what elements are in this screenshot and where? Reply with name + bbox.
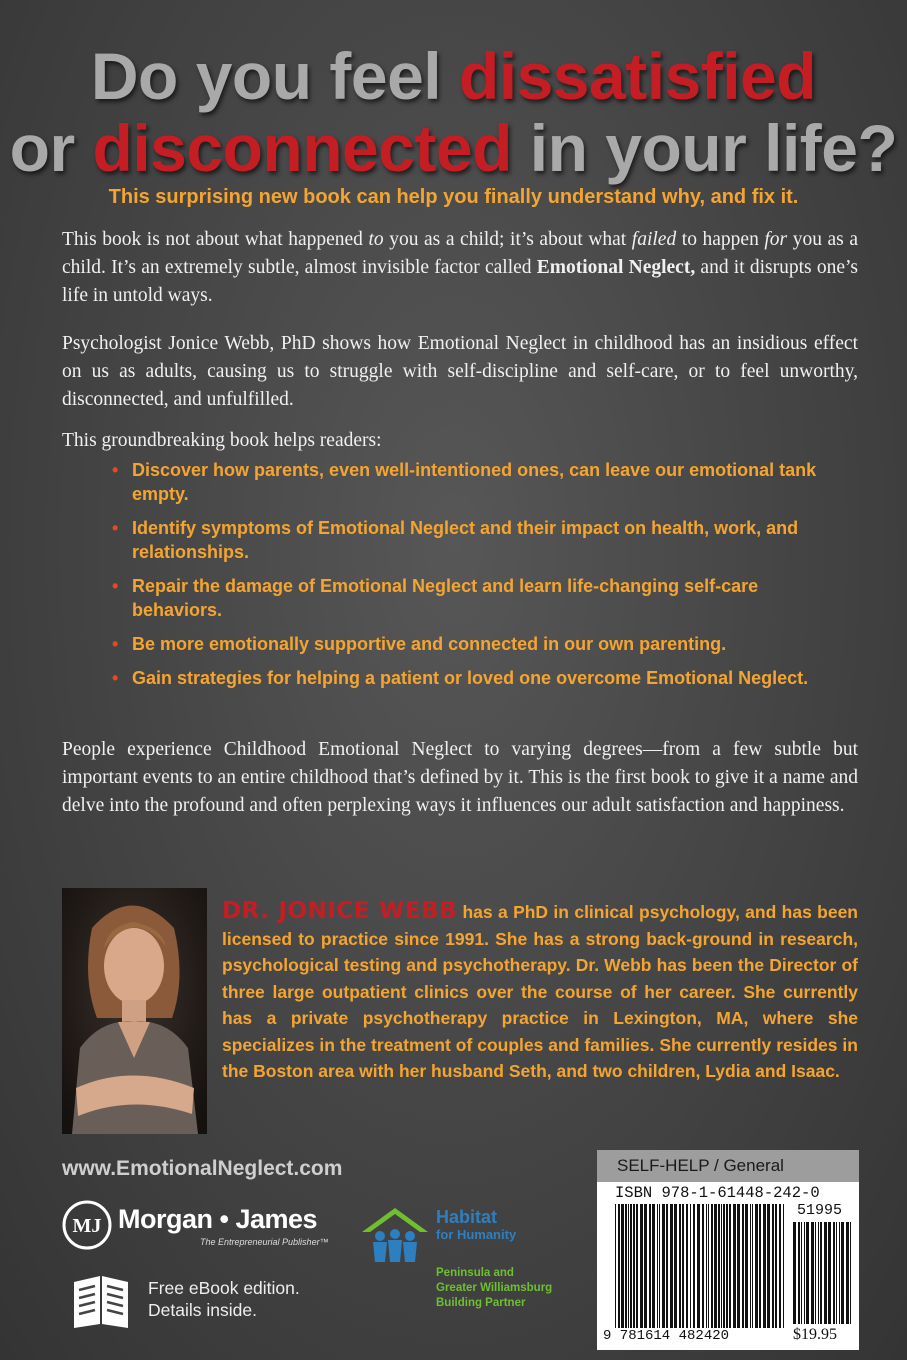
barcode-bar — [682, 1204, 684, 1328]
barcode-bar — [733, 1204, 736, 1328]
barcode-bar — [628, 1204, 629, 1328]
tagline: This surprising new book can help you finally understand why, and fix it. — [108, 186, 799, 208]
barcode-bar — [742, 1204, 744, 1328]
barcode-bar — [630, 1204, 632, 1328]
headline-text: in your life? — [511, 111, 898, 185]
barcode-bar — [706, 1204, 707, 1328]
headline-text: or — [9, 111, 93, 185]
barcode-bar — [729, 1204, 731, 1328]
intro-paragraph-3: This groundbreaking book helps readers: — [62, 430, 382, 451]
barcode-bar — [726, 1204, 728, 1328]
ebook-icon — [70, 1272, 132, 1330]
barcode-bar — [670, 1204, 673, 1328]
barcode-bar — [783, 1204, 784, 1328]
barcode-bar — [839, 1222, 840, 1324]
author-bio: DR. JONICE WEBB has a PhD in clinical psychology, and has been licensed to practice since 1991. She has a strong back-ground in research, psychological testing and psychotherapy. Dr. Webb has been the Director of three large outpatient clinics over the course of her career. She currently has a private psychotherapy practice in Lexington, MA, where she specializes in the treatment of couples and families. She currently resides in the Boston area with her husband Seth, and two children, Lydia and Isaac. — [222, 898, 858, 1081]
list-item: • Repair the damage of Emotional Neglect and learn life-changing self-care behaviors. — [110, 574, 830, 622]
ebook-notice: Free eBook edition. Details inside. — [148, 1278, 300, 1320]
barcode-bar — [659, 1204, 660, 1328]
barcode-bar — [745, 1204, 748, 1328]
barcode-bar — [824, 1222, 827, 1324]
barcode-bar — [811, 1222, 814, 1324]
barcode-bar — [640, 1204, 643, 1328]
barcode-bar — [818, 1222, 819, 1324]
barcode-bar — [828, 1222, 831, 1324]
barcode-bar — [652, 1204, 655, 1328]
barcode-bar — [779, 1204, 781, 1328]
morgan-james-logo-icon — [62, 1200, 112, 1250]
barcode-bar — [806, 1222, 809, 1324]
barcode-bar — [772, 1204, 774, 1328]
barcode-bar — [666, 1204, 668, 1328]
category-label: SELF-HELP / General — [597, 1150, 859, 1182]
benefits-list — [110, 458, 830, 700]
barcode-bar — [793, 1222, 796, 1324]
barcode-bar — [798, 1222, 800, 1324]
barcode-bar — [711, 1204, 713, 1328]
barcode-bar — [702, 1204, 704, 1328]
barcode-bar — [804, 1222, 805, 1324]
barcode-panel — [597, 1150, 859, 1350]
list-item: • Discover how parents, even well-intentioned ones, can leave our emotional tank empty. — [110, 458, 830, 506]
addon-number: 51995 — [797, 1202, 843, 1219]
headline-emphasis: disconnected — [92, 111, 512, 185]
headline-emphasis: dissatisfied — [458, 39, 817, 113]
closing-paragraph: People experience Childhood Emotional Neglect to varying degrees—from a few subtle but important events to an entire childhood that’s defined by it. This is the first book to give it a name and delve into the profound and often perplexing ways it influences our adult satisfaction and happiness. — [62, 739, 858, 816]
barcode-bar — [833, 1222, 835, 1324]
headline-line-2 — [0, 112, 907, 184]
barcode-bar — [820, 1222, 822, 1324]
barcode-bar — [836, 1222, 837, 1324]
barcode-bar — [850, 1222, 851, 1324]
barcode-bar — [690, 1204, 691, 1328]
barcode-bar — [621, 1204, 624, 1328]
author-name: DR. JONICE WEBB — [222, 898, 458, 924]
svg-text:MJ: MJ — [72, 1215, 102, 1237]
barcode-bar — [759, 1204, 761, 1328]
list-item: • Gain strategies for helping a patient or loved one overcome Emotional Neglect. — [110, 666, 830, 690]
barcode-bar — [775, 1204, 777, 1328]
barcode-bar — [625, 1204, 627, 1328]
barcode-bar — [636, 1204, 638, 1328]
barcode-bar — [815, 1222, 816, 1324]
barcode-bar — [618, 1204, 620, 1328]
barcode-bar — [697, 1204, 700, 1328]
intro-paragraph-1: This book is not about what happened to you as a child; it’s about what failed to happen for you as a child. It’s an extremely subtle, almost invisible factor called Emotional Neglect, and it disrupts one’s life in untold ways. — [62, 229, 858, 306]
website-link[interactable]: www.EmotionalNeglect.com — [62, 1157, 343, 1180]
barcode-bar — [615, 1204, 616, 1328]
barcode-bar — [633, 1204, 635, 1328]
barcode-bar — [750, 1204, 751, 1328]
ean-barcode — [615, 1204, 787, 1328]
barcode-bar — [644, 1204, 647, 1328]
barcode-bar — [649, 1204, 651, 1328]
author-photo — [62, 888, 207, 1134]
barcode-bar — [708, 1204, 709, 1328]
barcode-bar — [767, 1204, 770, 1328]
barcode-bar — [686, 1204, 688, 1328]
barcode-bar — [674, 1204, 677, 1328]
barcode-bar — [679, 1204, 681, 1328]
isbn-text: ISBN 978-1-61448-242-0 — [615, 1184, 820, 1202]
habitat-partner: Peninsula and Greater Williamsburg Building Partner — [436, 1267, 553, 1309]
barcode-bar — [657, 1204, 658, 1328]
barcode-bar — [723, 1204, 725, 1328]
barcode-bar — [801, 1222, 802, 1324]
barcode-bar — [755, 1204, 758, 1328]
intro-paragraph-2: Psychologist Jonice Webb, PhD shows how Emotional Neglect in childhood has an insidious effect on us as adults, causing us to struggle with self-discipline and self-care, or to feel unworthy, disconnected, and unfulfilled. — [62, 333, 858, 410]
addon-barcode — [793, 1222, 853, 1324]
publisher-tagline: The Entrepreneurial Publisher™ — [200, 1237, 329, 1247]
barcode-bar — [721, 1204, 722, 1328]
barcode-bar — [763, 1204, 766, 1328]
barcode-bar — [714, 1204, 717, 1328]
barcode-bar — [846, 1222, 849, 1324]
barcode-bar — [737, 1204, 740, 1328]
barcode-bar — [718, 1204, 720, 1328]
habitat-for-humanity-logo-icon — [360, 1206, 430, 1264]
price: $19.95 — [793, 1326, 837, 1343]
barcode-bar — [693, 1204, 695, 1328]
list-item: • Be more emotionally supportive and connected in our own parenting. — [110, 632, 830, 656]
list-item: • Identify symptoms of Emotional Neglect and their impact on health, work, and relationships. — [110, 516, 830, 564]
barcode-bar — [662, 1204, 665, 1328]
barcode-bar — [752, 1204, 753, 1328]
publisher-name: Morgan • James — [118, 1204, 318, 1234]
ean-digits: 9 781614 482420 — [603, 1328, 730, 1344]
habitat-name: Habitat for Humanity — [436, 1207, 517, 1242]
headline-text: Do you feel — [90, 39, 459, 113]
barcode-bar — [841, 1222, 844, 1324]
headline-line-1 — [0, 40, 907, 112]
